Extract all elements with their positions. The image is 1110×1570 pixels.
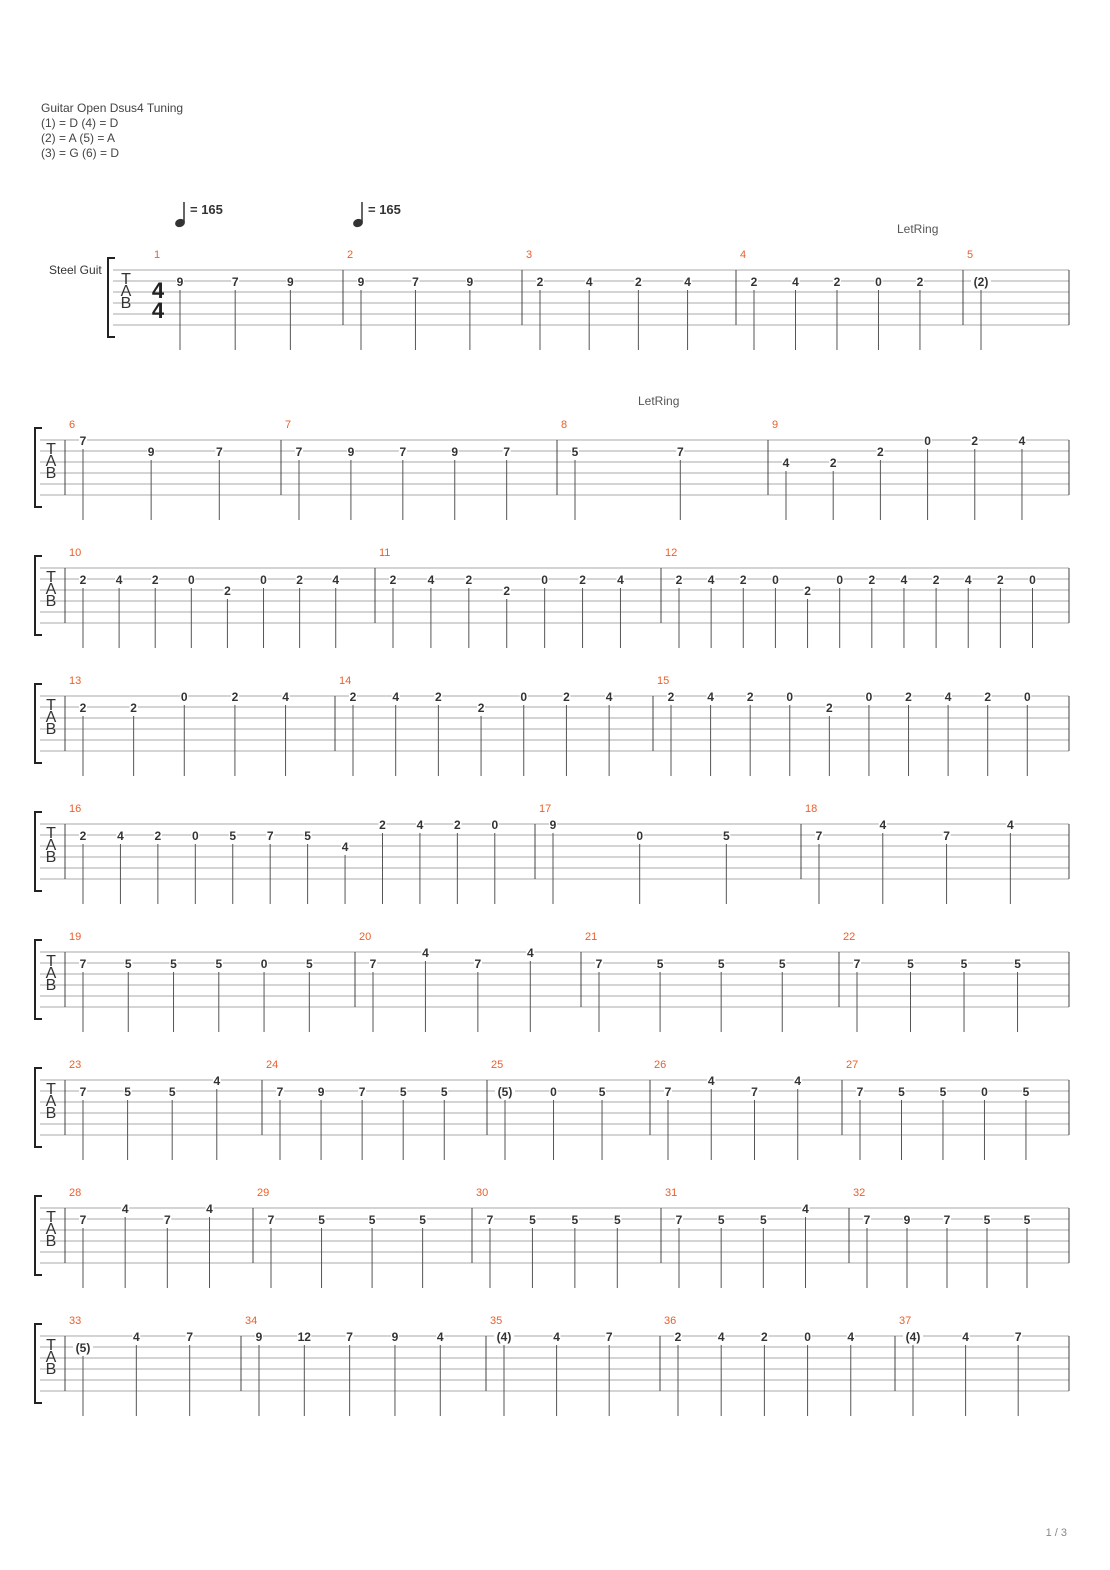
fret-number: 0 [636, 829, 644, 843]
fret-number: 2 [739, 573, 747, 587]
fret-number: 2 [674, 1330, 682, 1344]
fret-number: 5 [907, 957, 914, 971]
fret-number: 2 [296, 573, 303, 587]
fret-number: 5 [960, 957, 968, 971]
fret-number: 4 [802, 1202, 809, 1216]
fret-number: 7 [676, 445, 684, 459]
fret-number: 0 [804, 1330, 811, 1344]
fret-number: 7 [231, 275, 239, 289]
page-number: 1 / 3 [1045, 1527, 1067, 1539]
fret-number: 2 [997, 573, 1004, 587]
fret-number: 9 [317, 1085, 325, 1099]
tab-clef-letter: B [45, 721, 57, 738]
fret-number: 4 [585, 275, 593, 289]
fret-number: 2 [971, 434, 979, 448]
fret-number: 7 [186, 1330, 194, 1344]
fret-number: 5 [717, 957, 725, 971]
fret-number: 4 [684, 275, 691, 289]
fret-number: 4 [794, 1074, 802, 1088]
fret-number: 2 [804, 584, 811, 598]
fret-number: 2 [761, 1330, 768, 1344]
fret-number: 5 [939, 1085, 947, 1099]
fret-number: 2 [932, 573, 940, 587]
fret-number: 2 [435, 690, 442, 704]
measure-number: 2 [347, 249, 354, 261]
fret-number: 4 [436, 1330, 444, 1344]
fret-number: 2 [635, 275, 642, 289]
fret-number: 4 [332, 573, 340, 587]
measure-number: 22 [843, 931, 856, 943]
fret-number: 2 [465, 573, 473, 587]
fret-number: 9 [255, 1330, 263, 1344]
fret-number: 4 [206, 1202, 213, 1216]
fret-number: 0 [865, 690, 873, 704]
fret-number: 7 [79, 1213, 87, 1227]
tuning-line: (1) = D (4) = D [41, 116, 119, 130]
fret-number: 5 [759, 1213, 767, 1227]
fret-number: 5 [124, 957, 132, 971]
tempo-marking: = 165 [368, 202, 401, 217]
measure-number: 32 [853, 1187, 866, 1199]
fret-number: 2 [750, 275, 758, 289]
tab-clef-letter: A [45, 709, 57, 726]
tab-clef-letter: A [45, 965, 57, 982]
fret-number: 4 [213, 1074, 221, 1088]
fret-number: 5 [170, 957, 177, 971]
time-signature-denominator: 4 [151, 298, 165, 323]
tab-clef-letter: A [45, 1349, 57, 1366]
measure-number: 23 [69, 1059, 82, 1071]
tab-clef-letter: B [45, 465, 57, 482]
let-ring-label: LetRing [897, 222, 939, 236]
fret-number: 2 [905, 690, 912, 704]
fret-number: 2 [829, 456, 837, 470]
tab-clef-letter: B [45, 593, 57, 610]
fret-number: 0 [520, 690, 528, 704]
tab-clef-letter: T [46, 441, 56, 458]
tab-clef-letter: T [46, 1209, 56, 1226]
measure-number: 13 [69, 675, 82, 687]
fret-number: 7 [856, 1085, 864, 1099]
fret-number: 4 [900, 573, 908, 587]
fret-number: 5 [778, 957, 786, 971]
measure-number: 7 [285, 419, 292, 431]
fret-number: 9 [287, 275, 294, 289]
fret-number: 0 [260, 573, 267, 587]
fret-number: 4 [707, 573, 715, 587]
fret-number: 4 [707, 690, 714, 704]
fret-number: 0 [924, 434, 931, 448]
measure-number: 6 [69, 419, 76, 431]
tuning-line: (2) = A (5) = A [41, 131, 116, 145]
fret-number: 2 [536, 275, 544, 289]
fret-number: 5 [124, 1085, 131, 1099]
measure-number: 17 [539, 803, 552, 815]
fret-number: 2 [79, 701, 87, 715]
fret-number: 7 [943, 829, 950, 843]
fret-number: 2 [916, 275, 924, 289]
tab-clef-letter: A [45, 1093, 57, 1110]
tab-clef-letter: B [45, 1361, 57, 1378]
fret-number: 5 [399, 1085, 407, 1099]
fret-number: 9 [451, 445, 459, 459]
fret-number: 4 [132, 1330, 140, 1344]
fret-number: 5 [898, 1085, 905, 1099]
fret-number: 9 [391, 1330, 399, 1344]
fret-number: 5 [419, 1213, 426, 1227]
track-name: Steel Guit [49, 263, 102, 277]
fret-number: 7 [79, 1085, 87, 1099]
fret-number: 2 [379, 818, 386, 832]
fret-number: 7 [266, 829, 274, 843]
fret-number: 4 [121, 1202, 129, 1216]
measure-number: 15 [657, 675, 670, 687]
fret-number: 7 [474, 957, 482, 971]
fret-number: 4 [341, 840, 349, 854]
fret-number: 7 [486, 1213, 494, 1227]
fret-number: 2 [984, 690, 992, 704]
tab-clef-letter: A [45, 453, 57, 470]
fret-number: 7 [358, 1085, 366, 1099]
fret-number: 0 [260, 957, 268, 971]
tab-clef-letter: T [46, 1337, 56, 1354]
measure-number: 19 [69, 931, 82, 943]
fret-number: 2 [231, 690, 239, 704]
fret-number: 0 [875, 275, 882, 289]
fret-number: 7 [751, 1085, 758, 1099]
measure-number: 14 [339, 675, 352, 687]
tab-clef-letter: T [46, 1081, 56, 1098]
measure-number: 8 [561, 419, 568, 431]
fret-number: 4 [879, 818, 887, 832]
fret-number: 5 [1022, 1085, 1030, 1099]
measure-number: 11 [379, 547, 391, 559]
fret-number: 5 [1023, 1213, 1031, 1227]
fret-number: (5) [75, 1341, 91, 1355]
measure-number: 33 [69, 1315, 82, 1327]
measure-number: 1 [154, 249, 161, 261]
fret-number: 9 [147, 445, 155, 459]
measure-number: 27 [846, 1059, 859, 1071]
fret-number: 4 [847, 1330, 855, 1344]
fret-number: (4) [496, 1330, 512, 1344]
fret-number: 4 [1007, 818, 1014, 832]
fret-number: 4 [962, 1330, 969, 1344]
measure-number: 24 [266, 1059, 279, 1071]
let-ring-label: LetRing [638, 394, 680, 408]
fret-number: 0 [786, 690, 794, 704]
fret-number: 2 [563, 690, 570, 704]
fret-number: 0 [191, 829, 199, 843]
fret-number: 2 [868, 573, 876, 587]
fret-number: 5 [229, 829, 237, 843]
fret-number: 2 [833, 275, 841, 289]
fret-number: 2 [477, 701, 485, 715]
fret-number: 2 [503, 584, 511, 598]
fret-number: 7 [295, 445, 303, 459]
fret-number: 7 [399, 445, 407, 459]
measure-number: 9 [772, 419, 779, 431]
tab-clef-letter: T [46, 825, 56, 842]
fret-number: 4 [117, 829, 124, 843]
fret-number: 4 [717, 1330, 725, 1344]
fret-number: 2 [746, 690, 754, 704]
fret-number: 5 [656, 957, 664, 971]
fret-number: 7 [267, 1213, 275, 1227]
fret-number: 0 [180, 690, 188, 704]
tab-clef-letter: A [45, 1221, 57, 1238]
fret-number: (4) [905, 1330, 921, 1344]
fret-number: 7 [215, 445, 223, 459]
fret-number: 5 [305, 957, 313, 971]
measure-number: 10 [69, 547, 82, 559]
fret-number: 5 [613, 1213, 621, 1227]
measure-number: 31 [665, 1187, 678, 1199]
fret-number: 2 [154, 829, 162, 843]
fret-number: 7 [503, 445, 511, 459]
tuning-title: Guitar Open Dsus4 Tuning [41, 101, 184, 115]
fret-number: 4 [605, 690, 613, 704]
fret-number: 0 [772, 573, 779, 587]
fret-number: 7 [664, 1085, 672, 1099]
fret-number: 7 [605, 1330, 613, 1344]
fret-number: 7 [346, 1330, 353, 1344]
tab-clef-letter: B [45, 849, 57, 866]
fret-number: 4 [427, 573, 435, 587]
fret-number: 5 [368, 1213, 376, 1227]
fret-number: 0 [187, 573, 195, 587]
fret-number: 5 [1014, 957, 1021, 971]
fret-number: 2 [454, 818, 461, 832]
fret-number: 7 [276, 1085, 284, 1099]
fret-number: 5 [722, 829, 730, 843]
fret-number: 5 [168, 1085, 176, 1099]
fret-number: 7 [595, 957, 603, 971]
measure-number: 20 [359, 931, 372, 943]
fret-number: 7 [369, 957, 377, 971]
fret-number: 4 [526, 946, 534, 960]
fret-number: 2 [349, 690, 357, 704]
measure-number: 3 [526, 249, 533, 261]
fret-number: 7 [675, 1213, 683, 1227]
fret-number: 5 [598, 1085, 606, 1099]
fret-number: 5 [318, 1213, 325, 1227]
fret-number: 4 [1018, 434, 1026, 448]
fret-number: 4 [282, 690, 289, 704]
fret-number: 4 [617, 573, 624, 587]
measure-number: 18 [805, 803, 818, 815]
fret-number: 0 [550, 1085, 557, 1099]
tab-clef-letter: B [120, 295, 132, 312]
measure-number: 16 [69, 803, 82, 815]
fret-number: 9 [347, 445, 355, 459]
fret-number: 7 [815, 829, 823, 843]
fret-number: 2 [130, 701, 137, 715]
fret-number: 5 [529, 1213, 536, 1227]
fret-number: 7 [79, 957, 87, 971]
tempo-marking: = 165 [190, 202, 223, 217]
tab-clef-letter: T [46, 697, 56, 714]
measure-number: 29 [257, 1187, 270, 1199]
fret-number: (5) [497, 1085, 513, 1099]
fret-number: 7 [79, 434, 87, 448]
fret-number: 9 [357, 275, 365, 289]
tab-clef-letter: B [45, 1233, 57, 1250]
fret-number: 7 [853, 957, 861, 971]
fret-number: 5 [215, 957, 223, 971]
measure-number: 28 [69, 1187, 82, 1199]
measure-number: 34 [245, 1315, 258, 1327]
tab-clef-letter: B [45, 1105, 57, 1122]
measure-number: 35 [490, 1315, 503, 1327]
measure-number: 5 [967, 249, 974, 261]
fret-number: 0 [1023, 690, 1031, 704]
fret-number: 2 [579, 573, 586, 587]
tab-clef-letter: A [120, 283, 132, 300]
tuning-line: (3) = G (6) = D [41, 146, 120, 160]
fret-number: 9 [903, 1213, 911, 1227]
fret-number: 2 [79, 829, 87, 843]
measure-number: 4 [740, 249, 747, 261]
fret-number: 2 [826, 701, 833, 715]
fret-number: 9 [549, 818, 557, 832]
fret-number: 2 [224, 584, 231, 598]
fret-number: 7 [1014, 1330, 1022, 1344]
fret-number: 4 [782, 456, 790, 470]
fret-number: 2 [877, 445, 884, 459]
fret-number: 4 [553, 1330, 560, 1344]
measure-number: 30 [476, 1187, 489, 1199]
fret-number: 4 [422, 946, 429, 960]
measure-number: 26 [654, 1059, 667, 1071]
tab-clef-letter: T [46, 953, 56, 970]
fret-number: 9 [466, 275, 474, 289]
fret-number: 0 [1029, 573, 1036, 587]
fret-number: 4 [944, 690, 952, 704]
fret-number: 2 [79, 573, 87, 587]
fret-number: 0 [491, 818, 499, 832]
fret-number: 7 [412, 275, 419, 289]
tab-clef-letter: T [46, 569, 56, 586]
measure-number: 36 [664, 1315, 677, 1327]
time-signature-numerator: 4 [151, 278, 165, 303]
tab-clef-letter: A [45, 837, 57, 854]
fret-number: (2) [973, 275, 989, 289]
fret-number: 4 [392, 690, 400, 704]
fret-number: 4 [964, 573, 972, 587]
fret-number: 0 [981, 1085, 988, 1099]
fret-number: 4 [707, 1074, 715, 1088]
tab-clef-letter: A [45, 581, 57, 598]
fret-number: 0 [836, 573, 844, 587]
fret-number: 4 [416, 818, 424, 832]
fret-number: 4 [792, 275, 799, 289]
fret-number: 2 [667, 690, 675, 704]
fret-number: 0 [541, 573, 548, 587]
measure-number: 12 [665, 547, 678, 559]
fret-number: 2 [151, 573, 159, 587]
fret-number: 7 [863, 1213, 871, 1227]
fret-number: 7 [943, 1213, 951, 1227]
fret-number: 5 [304, 829, 311, 843]
fret-number: 5 [717, 1213, 725, 1227]
fret-number: 7 [163, 1213, 171, 1227]
tab-clef-letter: T [121, 271, 131, 288]
fret-number: 12 [297, 1330, 311, 1344]
fret-number: 2 [389, 573, 397, 587]
tab-clef-letter: B [45, 977, 57, 994]
measure-number: 21 [585, 931, 598, 943]
fret-number: 4 [115, 573, 123, 587]
fret-number: 9 [176, 275, 184, 289]
measure-number: 37 [899, 1315, 912, 1327]
fret-number: 2 [675, 573, 683, 587]
fret-number: 5 [571, 1213, 579, 1227]
measure-number: 25 [491, 1059, 504, 1071]
fret-number: 5 [440, 1085, 448, 1099]
fret-number: 5 [983, 1213, 991, 1227]
fret-number: 5 [571, 445, 579, 459]
